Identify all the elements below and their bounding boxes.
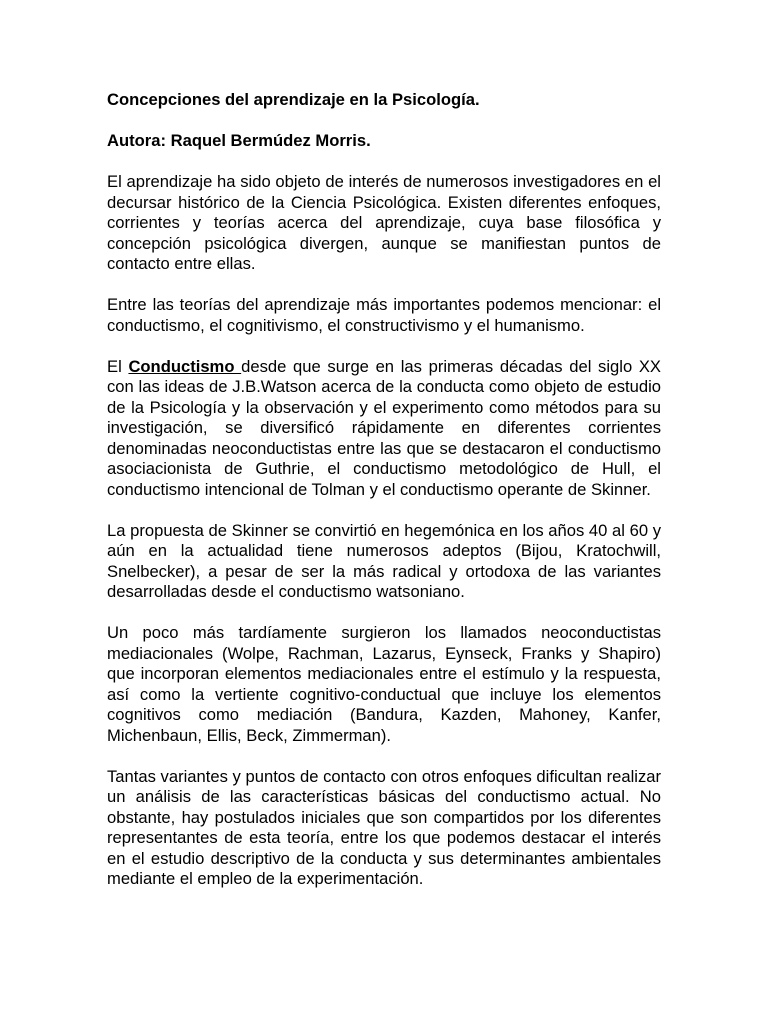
paragraph-conductismo: [107, 357, 661, 501]
paragraph-neoconductistas: Un poco más tardíamente surgieron los llamados neoconductistas mediacionales (Wolpe, Rachman, Lazarus, Eynseck, Franks y Shapiro) que incorporan elementos mediacionales entre el estímulo y la respuesta, así como la vertiente cognitivo-conductual que incluye los elementos cognitivos como mediación (Bandura, Kazden, Mahoney, Kanfer, Michenbaun, Ellis, Beck, Zimmerman).: [107, 623, 661, 745]
paragraph-conductismo-body: desde que surge en las primeras décadas del siglo XX con las ideas de J.B.Watson acerca de la conducta como objeto de estudio de la Psicología y la observación y el experimento como métodos para su investigación, se diversificó rápidamente en diferentes corrientes denominadas neoconductistas entre las que se destacaron el conductismo asociacionista de Guthrie, el conductismo metodológico de Hull, el conductismo intencional de Tolman y el conductismo operante de Skinner.: [107, 356, 661, 499]
paragraph-intro: El aprendizaje ha sido objeto de interés de numerosos investigadores en el decursar histórico de la Ciencia Psicológica. Existen diferentes enfoques, corrientes y teorías acerca del aprendizaje, cuya base filosófica y concepción psicológica divergen, aunque se manifiestan puntos de contacto entre ellas.: [107, 172, 661, 273]
paragraph-conductismo-prefix: El: [107, 356, 129, 376]
term-conductismo: Conductismo: [128, 356, 242, 376]
document-title: Concepciones del aprendizaje en la Psicología.: [107, 90, 480, 109]
paragraph-skinner: La propuesta de Skinner se convirtió en hegemónica en los años 40 al 60 y aún en la actualidad tiene numerosos adeptos (Bijou, Kratochwill, Snelbecker), a pesar de ser la más radical y ortodoxa de las variantes desarrolladas desde el conductismo watsoniano.: [107, 520, 661, 601]
paragraph-variantes: Tantas variantes y puntos de contacto con otros enfoques dificultan realizar un análisis de las características básicas del conductismo actual. No obstante, hay postulados iniciales que son compartidos por los diferentes representantes de esta teoría, entre los que podemos destacar el interés en el estudio descriptivo de la conducta y sus determinantes ambientales mediante el empleo de la experimentación.: [107, 766, 661, 888]
paragraph-theories: Entre las teorías del aprendizaje más importantes podemos mencionar: el conductismo, el cognitivismo, el constructivismo y el humanismo.: [107, 295, 661, 335]
document-author: Autora: Raquel Bermúdez Morris.: [107, 131, 371, 150]
document-page: [107, 90, 661, 910]
